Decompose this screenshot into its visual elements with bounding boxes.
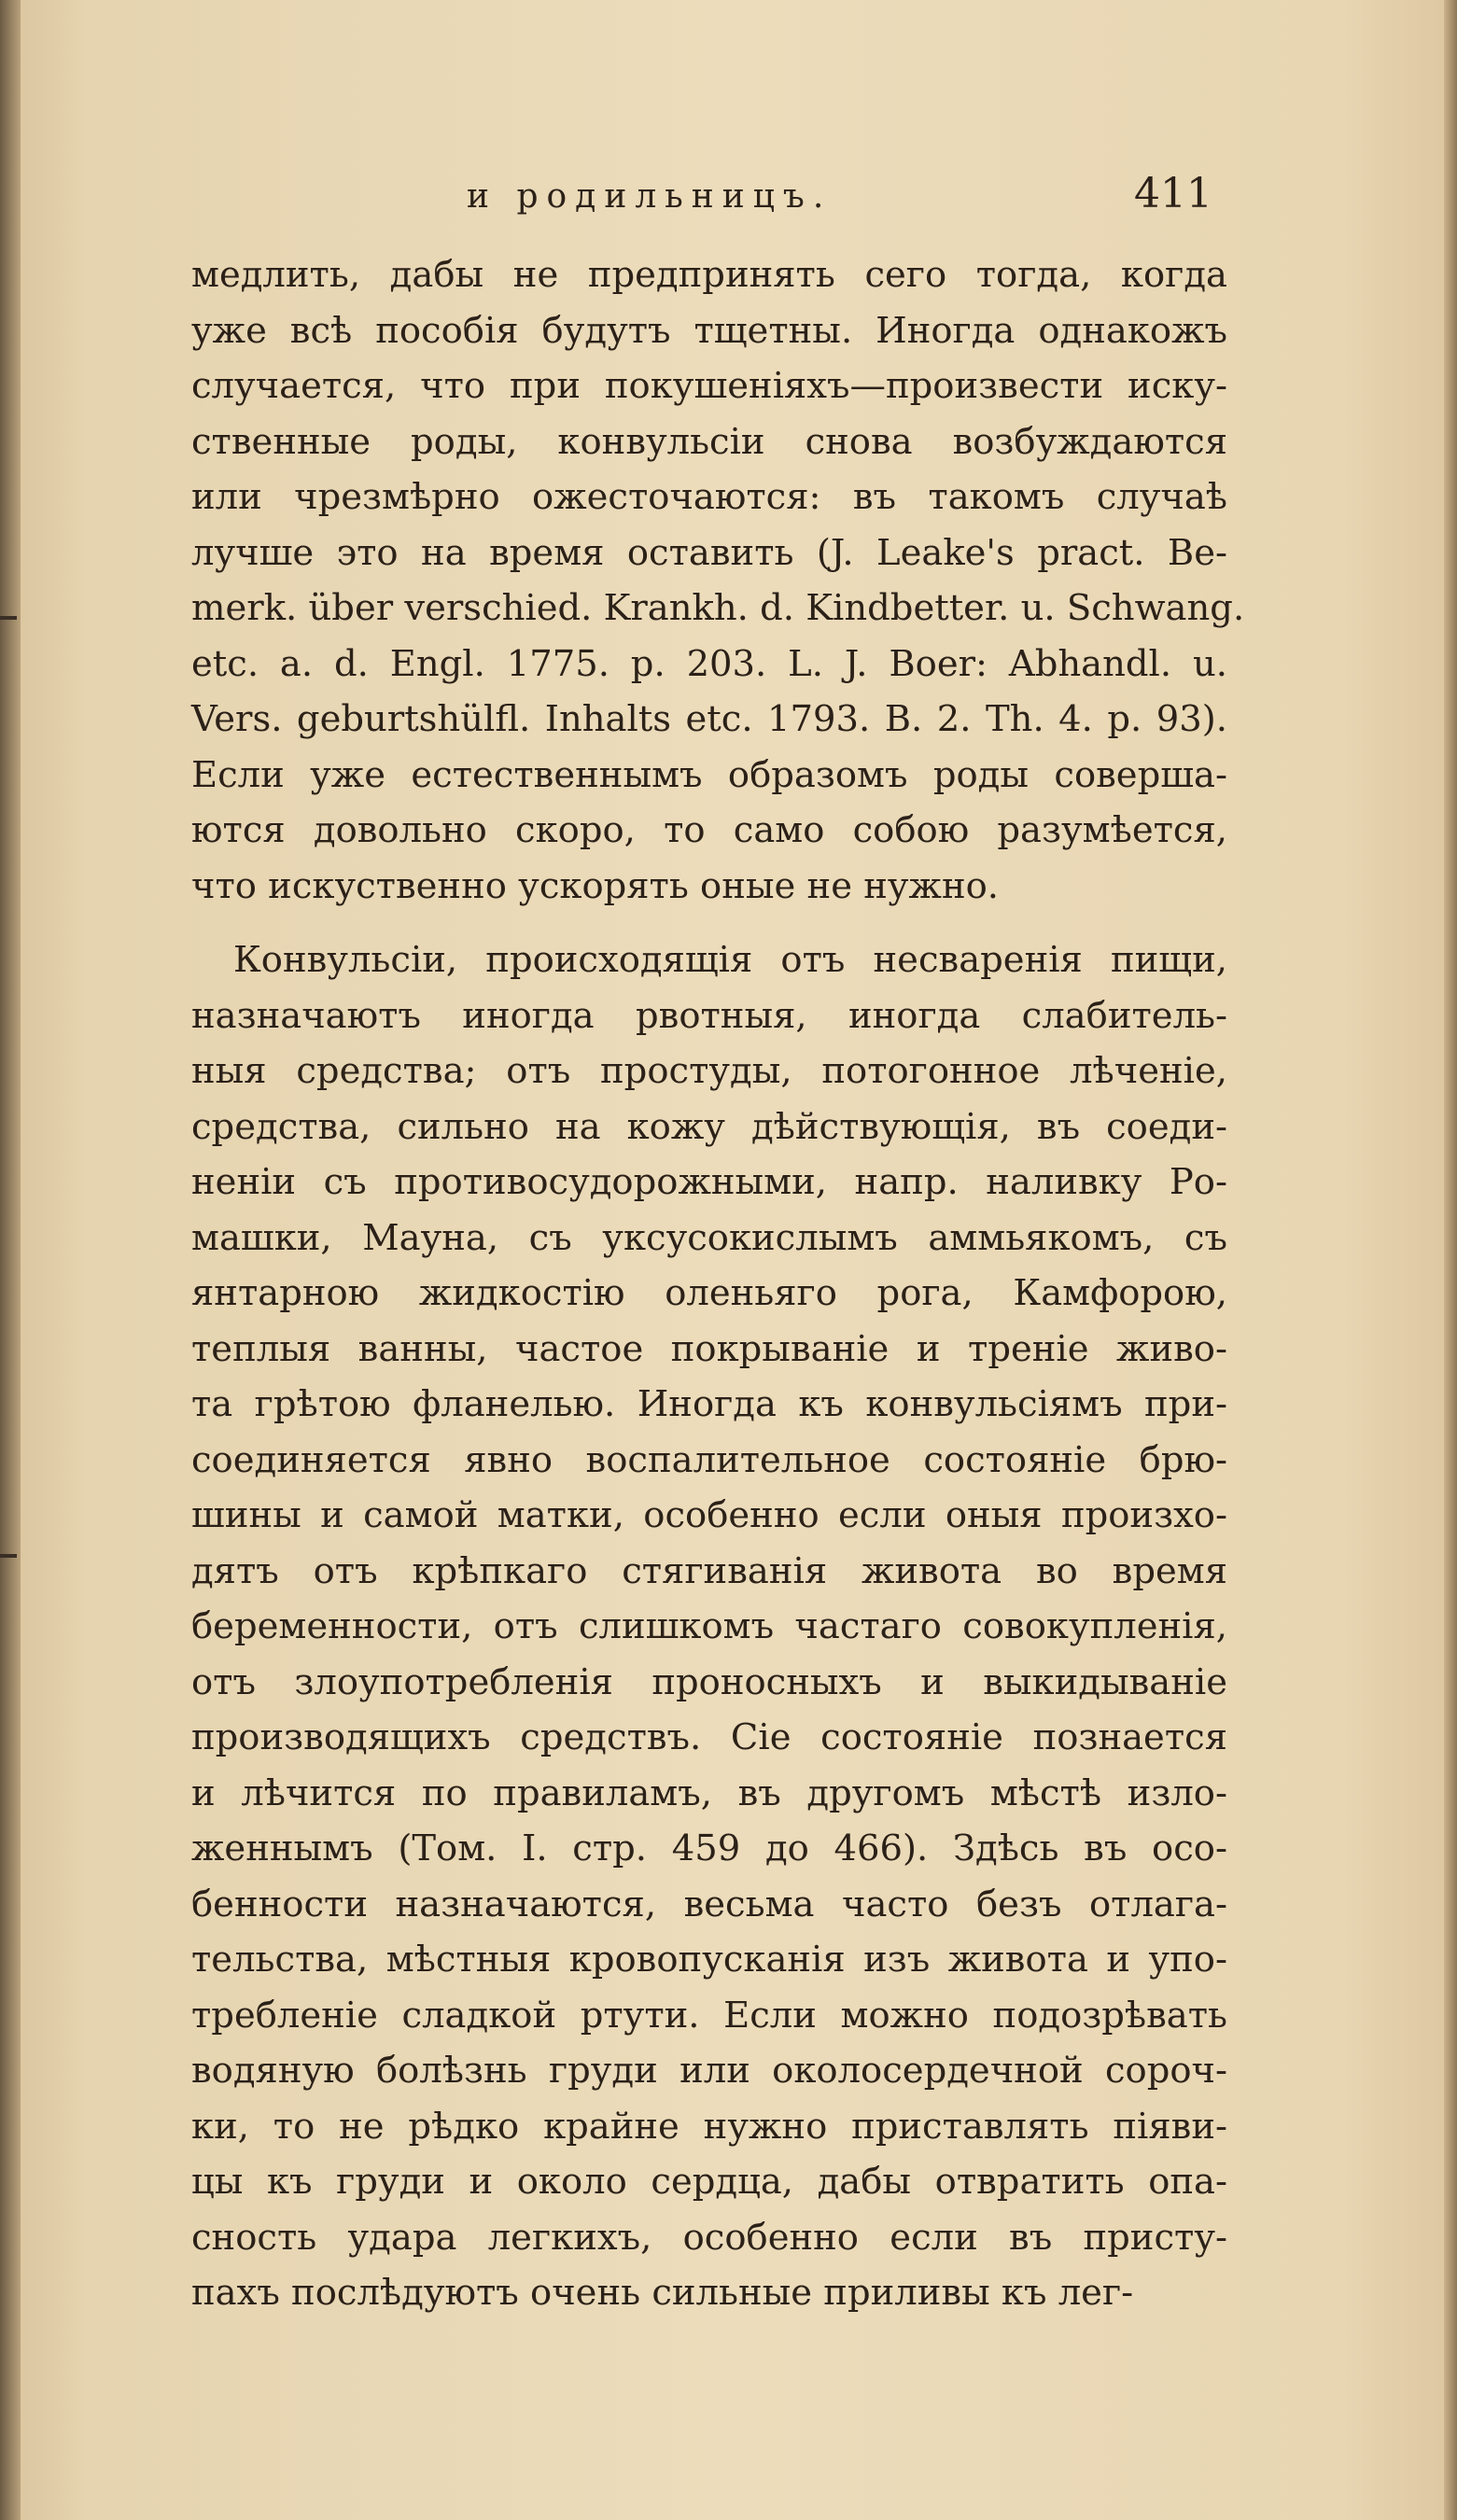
text-line: etc. a. d. Engl. 1775. p. 203. L. J. Boer: Abhandl. u. [191,642,1227,685]
running-title: и родильницъ. [467,177,833,216]
text-line: пахъ послѣдуютъ очень сильные приливы къ лег- [191,2272,1134,2314]
text-line: средства, сильно на кожу дѣйствующія, въ соеди- [191,1105,1227,1148]
text-line: лучше это на время оставить (J. Leake's pract. Be- [191,531,1227,574]
text-line: дятъ отъ крѣпкаго стягиванія живота во время [191,1549,1227,1592]
page-right-edge [1444,0,1457,2520]
text-line: назначаютъ иногда рвотныя, иногда слабитель- [191,994,1227,1037]
text-line: ются довольно скоро, то само собою разумѣется, [191,809,1227,851]
text-line: медлить, дабы не предпринять сего тогда, когда [191,254,1227,296]
text-line: сность удара легкихъ, особенно если въ присту- [191,2216,1227,2259]
text-line: или чрезмѣрно ожесточаются: въ такомъ случаѣ [191,476,1227,518]
text-line: требленіе сладкой ртути. Если можно подозрѣвать [191,1994,1227,2037]
text-line: цы къ груди и около сердца, дабы отвратить опа- [191,2161,1227,2203]
text-line: merk. über verschied. Krankh. d. Kindbetter. u. Schwang. [191,587,1245,629]
text-line: и лѣчится по правиламъ, въ другомъ мѣстѣ изло- [191,1771,1227,1814]
text-line: отъ злоупотребленія проносныхъ и выкидываніе [191,1660,1227,1703]
text-line: случается, что при покушеніяхъ—произвести иску- [191,365,1227,407]
paragraph [191,247,1245,914]
text-line: тельства, мѣстныя кровопусканія изъ живота и упо- [191,1939,1227,1981]
text-line: ныя средства; отъ простуды, потогонное лѣченіе, [191,1050,1227,1092]
text-line: уже всѣ пособія будутъ тщетны. Иногда однакожъ [191,309,1227,352]
text-line: беременности, отъ слишкомъ частаго совокупленія, [191,1605,1227,1647]
text-line: шины и самой матки, особенно если оныя произхо- [191,1494,1227,1536]
text-line: Если уже естественнымъ образомъ роды соверша- [191,753,1227,796]
text-line: бенности назначаются, весьма часто безъ отлага- [191,1883,1227,1925]
page-left-edge [0,0,21,2520]
text-line: производящихъ средствъ. Сіе состояніе познается [191,1716,1227,1758]
text-line: неніи съ противосудорожными, напр. наливку Ро- [191,1161,1227,1203]
text-line: соединяется явно воспалительное состояніе брю- [191,1438,1227,1481]
text-line: та грѣтою фланелью. Иногда къ конвульсіямъ при- [191,1383,1227,1425]
text-line: Vers. geburtshülfl. Inhalts etc. 1793. B. 2. Th. 4. p. 93). [191,698,1227,740]
body-text [191,247,1245,2321]
text-line: Конвульсіи, происходящія отъ несваренія пищи, [233,939,1227,981]
page-number: 411 [1134,170,1212,217]
paragraph [191,932,1227,2321]
margin-mark [0,1554,17,1558]
text-line: ственные роды, конвульсіи снова возбуждаются [191,420,1227,463]
text-line: янтарною жидкостію оленьяго рога, Камфорою, [191,1272,1227,1314]
text-line: теплыя ванны, частое покрываніе и треніе живо- [191,1327,1227,1370]
margin-mark [0,616,17,620]
text-line: женнымъ (Том. I. стр. 459 до 466). Здѣсь въ осо- [191,1827,1227,1869]
paragraph-gap [191,914,1227,932]
text-line: что искуственно ускорять оные не нужно. [191,864,1000,907]
text-line: ки, то не рѣдко крайне нужно приставлять піяви- [191,2105,1227,2148]
text-line: машки, Мауна, съ уксусокислымъ аммьякомъ, съ [191,1216,1227,1259]
text-line: водяную болѣзнь груди или околосердечной сороч- [191,2050,1227,2092]
